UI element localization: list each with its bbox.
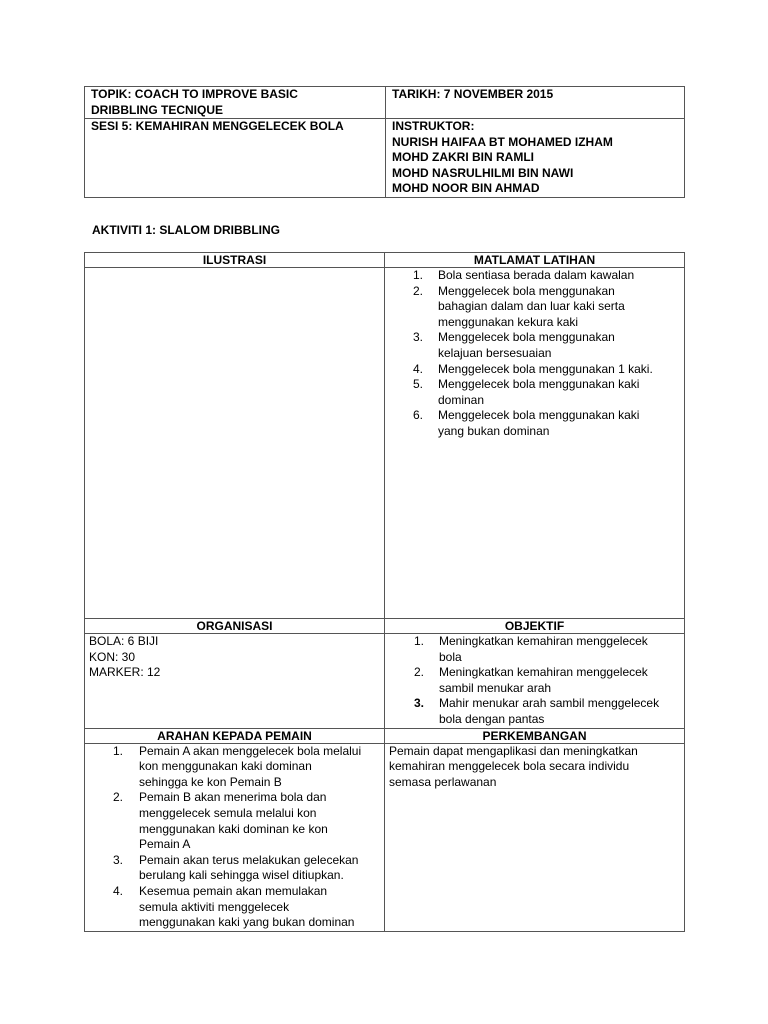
list-number: 6. <box>413 408 424 423</box>
list-line: bahagian dalam dan luar kaki serta <box>438 299 625 314</box>
list-line: Meningkatkan kemahiran menggelecek <box>439 634 648 648</box>
list-line: Menggelecek bola menggunakan 1 kaki. <box>438 361 653 376</box>
list-line: menggunakan kaki dominan ke kon <box>139 821 328 836</box>
list-line: yang bukan dominan <box>438 423 550 438</box>
instructions-cell <box>85 743 385 931</box>
session-cell <box>85 119 386 198</box>
list-line: Mahir menukar arah sambil menggelecek <box>439 696 660 711</box>
list-line: menggelecek semula melalui kon <box>139 805 317 820</box>
objective-header: OBJEKTIF <box>385 619 685 634</box>
list-line: Pemain akan terus melakukan gelecekan <box>139 852 359 867</box>
organization-item: BOLA: 6 BIJI <box>89 634 159 648</box>
list-line: dominan <box>438 392 485 407</box>
list-line: Menggelecek bola menggunakan kaki <box>438 377 640 392</box>
date: TARIKH: 7 NOVEMBER 2015 <box>392 87 554 101</box>
list-line: Kesemua pemain akan memulakan <box>139 883 328 898</box>
topic-line-2: DRIBBLING TECNIQUE <box>91 102 223 117</box>
list-number: 3. <box>113 852 124 867</box>
instructions-list <box>85 744 384 931</box>
list-line: menggunakan kaki yang bukan dominan <box>139 915 355 930</box>
list-number: 4. <box>113 883 124 898</box>
list-line: Menggelecek bola menggunakan kaki <box>438 408 640 423</box>
organization-item: MARKER: 12 <box>89 665 161 680</box>
activity-table <box>84 252 685 932</box>
list-line: bola dengan pantas <box>439 711 545 726</box>
instructor-name: MOHD ZAKRI BIN RAMLI <box>392 150 534 164</box>
list-line: kon menggunakan kaki dominan <box>139 759 312 774</box>
instructor-name: MOHD NOOR BIN AHMAD <box>392 181 540 195</box>
activity-title: AKTIVITI 1: SLALOM DRIBBLING <box>92 223 280 237</box>
list-item <box>85 884 384 931</box>
goals-list <box>385 268 684 440</box>
objectives-list <box>385 634 684 728</box>
list-line: Menggelecek bola menggunakan <box>438 330 615 345</box>
list-line: Menggelecek bola menggunakan <box>438 283 615 298</box>
goals-header: MATLAMAT LATIHAN <box>385 253 685 268</box>
topic-cell <box>85 87 386 119</box>
list-item <box>385 284 684 331</box>
instructor-name: NURISH HAIFAA BT MOHAMED IZHAM <box>392 134 613 149</box>
list-item <box>385 362 684 378</box>
list-number: 4. <box>413 361 424 376</box>
list-number: 2. <box>113 790 124 805</box>
list-number: 3. <box>413 330 424 345</box>
development-line: semasa perlawanan <box>389 774 497 789</box>
session-title: SESI 5: KEMAHIRAN MENGGELECEK BOLA <box>91 119 344 133</box>
organization-header: ORGANISASI <box>85 619 385 634</box>
list-number: 1. <box>413 268 424 282</box>
list-item <box>385 634 684 665</box>
list-item <box>385 330 684 361</box>
development-header: PERKEMBANGAN <box>385 728 685 743</box>
instructor-name: MOHD NASRULHILMI BIN NAWI <box>392 165 574 180</box>
topic-line-1: TOPIK: COACH TO IMPROVE BASIC <box>91 87 298 101</box>
list-line: bola <box>439 649 462 664</box>
development-line: kemahiran menggelecek bola secara individu <box>389 759 630 774</box>
list-item <box>85 853 384 884</box>
list-item <box>385 268 684 284</box>
instructor-cell <box>386 119 685 198</box>
instructions-header: ARAHAN KEPADA PEMAIN <box>85 728 385 743</box>
list-line: semula aktiviti menggelecek <box>139 899 290 914</box>
list-item <box>85 744 384 791</box>
list-line: Pemain B akan menerima bola dan <box>139 790 327 805</box>
list-line: Pemain A akan menggelecek bola melalui <box>139 743 362 758</box>
list-number: 1. <box>414 634 425 648</box>
list-number: 2. <box>414 665 425 680</box>
list-number: 5. <box>413 377 424 392</box>
illustration-header: ILUSTRASI <box>85 253 385 268</box>
list-item <box>85 790 384 852</box>
list-line: sehingga ke kon Pemain B <box>139 774 282 789</box>
illustration-cell <box>85 268 385 619</box>
list-line: Meningkatkan kemahiran menggelecek <box>439 665 648 680</box>
development-cell <box>385 743 685 931</box>
header-table <box>84 86 685 198</box>
list-line: berulang kali sehingga wisel ditiupkan. <box>139 868 344 883</box>
list-line: Bola sentiasa berada dalam kawalan <box>438 268 635 282</box>
list-line: menggunakan kekura kaki <box>438 314 579 329</box>
organization-item: KON: 30 <box>89 649 136 664</box>
organization-cell <box>85 634 385 729</box>
list-number: 2. <box>413 283 424 298</box>
list-number: 3. <box>414 696 425 711</box>
list-line: sambil menukar arah <box>439 680 552 695</box>
list-line: Pemain A <box>139 837 191 852</box>
list-number: 1. <box>113 743 124 758</box>
date-cell <box>386 87 685 119</box>
list-item <box>385 665 684 696</box>
list-item <box>385 408 684 439</box>
goals-cell <box>385 268 685 619</box>
development-line: Pemain dapat mengaplikasi dan meningkatkan <box>389 743 638 758</box>
list-line: kelajuan bersesuaian <box>438 345 552 360</box>
list-item <box>385 696 684 727</box>
instructor-label: INSTRUKTOR: <box>392 119 475 133</box>
objective-cell <box>385 634 685 729</box>
list-item <box>385 377 684 408</box>
